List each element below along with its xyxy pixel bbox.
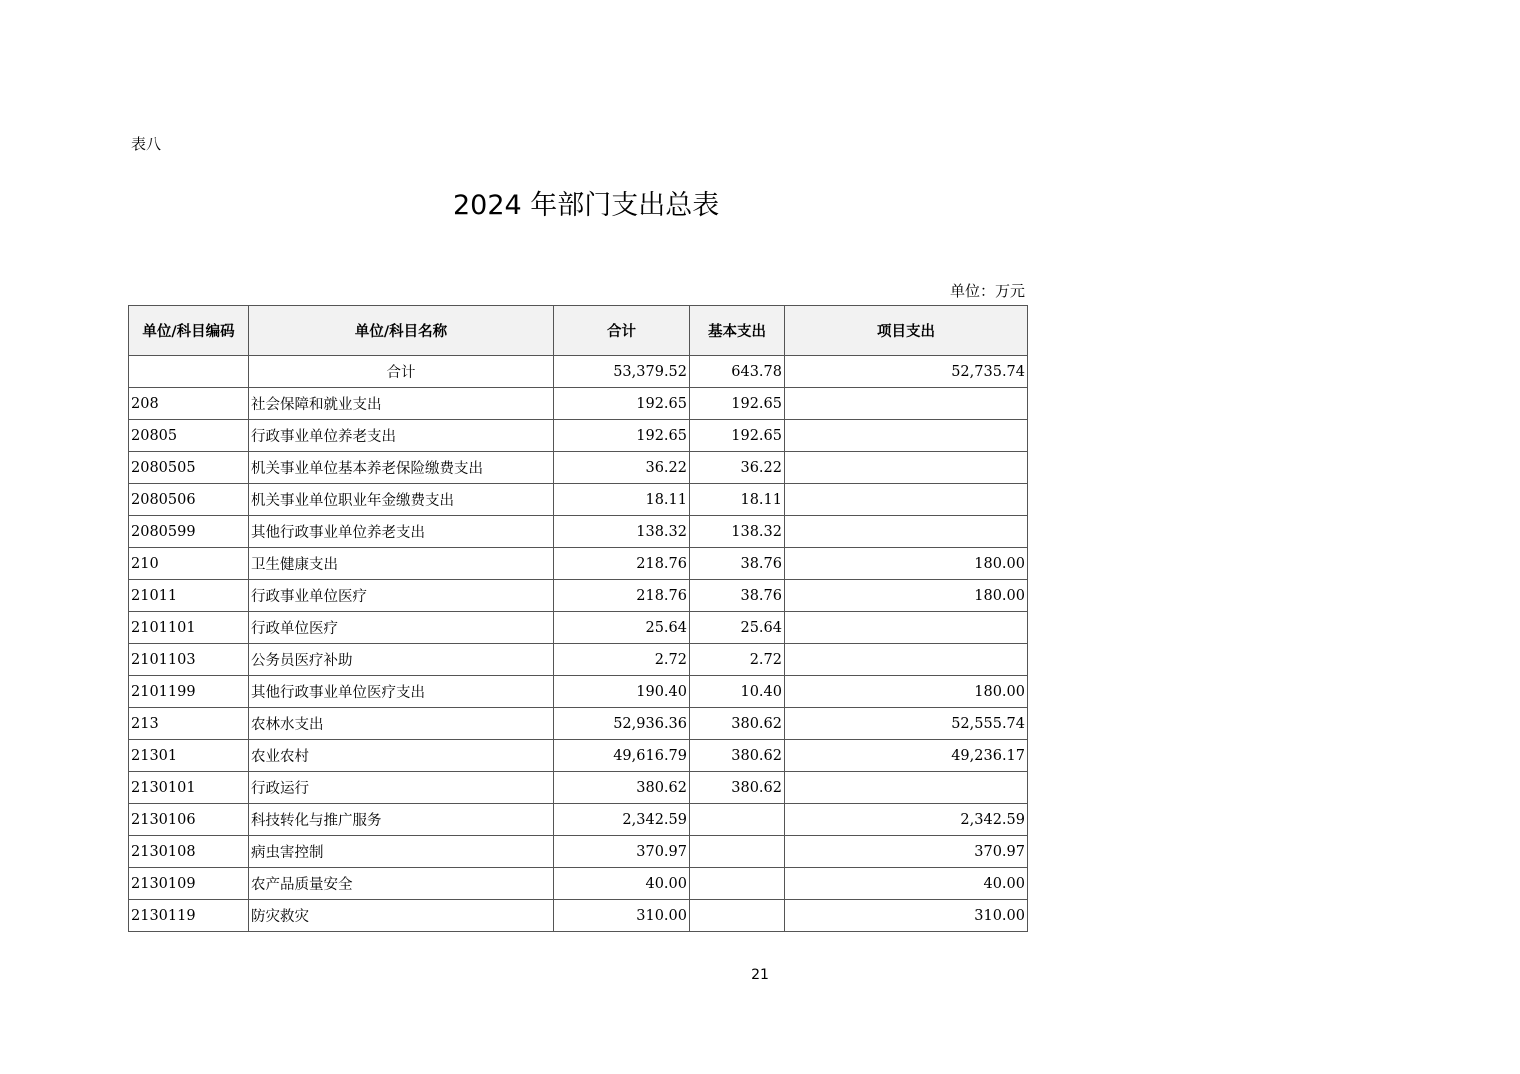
- table-row: [129, 900, 1028, 932]
- code-cell: 210: [129, 548, 249, 580]
- total-cell: 2,342.59: [554, 804, 690, 836]
- total-cell: 138.32: [554, 516, 690, 548]
- total-cell: 18.11: [554, 484, 690, 516]
- name-cell: 社会保障和就业支出: [249, 388, 554, 420]
- project-cell: 49,236.17: [785, 740, 1028, 772]
- table-row: [129, 580, 1028, 612]
- expenditure-table: [128, 305, 1028, 932]
- basic-cell: 380.62: [690, 708, 785, 740]
- code-cell: 2080505: [129, 452, 249, 484]
- total-basic-cell: 643.78: [690, 356, 785, 388]
- table-row: [129, 516, 1028, 548]
- code-cell: 2130106: [129, 804, 249, 836]
- code-cell: 21011: [129, 580, 249, 612]
- total-row: [129, 356, 1028, 388]
- code-cell: 2130108: [129, 836, 249, 868]
- header-name: 单位/科目名称: [249, 306, 554, 356]
- code-cell: 213: [129, 708, 249, 740]
- total-cell: 310.00: [554, 900, 690, 932]
- project-cell: [785, 612, 1028, 644]
- page-number: 21: [751, 967, 769, 983]
- name-cell: 科技转化与推广服务: [249, 804, 554, 836]
- table-row: [129, 548, 1028, 580]
- table-row: [129, 804, 1028, 836]
- name-cell: 病虫害控制: [249, 836, 554, 868]
- code-cell: 21301: [129, 740, 249, 772]
- table-row: [129, 868, 1028, 900]
- basic-cell: 38.76: [690, 548, 785, 580]
- basic-cell: [690, 836, 785, 868]
- basic-cell: 25.64: [690, 612, 785, 644]
- code-cell: 2080506: [129, 484, 249, 516]
- total-cell: 380.62: [554, 772, 690, 804]
- code-cell: 2130101: [129, 772, 249, 804]
- total-cell: 49,616.79: [554, 740, 690, 772]
- project-cell: 180.00: [785, 580, 1028, 612]
- code-cell: 2101101: [129, 612, 249, 644]
- basic-cell: 192.65: [690, 388, 785, 420]
- name-cell: 其他行政事业单位医疗支出: [249, 676, 554, 708]
- basic-cell: 138.32: [690, 516, 785, 548]
- project-cell: 180.00: [785, 548, 1028, 580]
- doc-label: 表八: [131, 135, 162, 153]
- project-cell: [785, 772, 1028, 804]
- table-row: [129, 484, 1028, 516]
- code-cell: 20805: [129, 420, 249, 452]
- basic-cell: 380.62: [690, 772, 785, 804]
- basic-cell: 380.62: [690, 740, 785, 772]
- project-cell: [785, 516, 1028, 548]
- unit-note: 单位：万元: [949, 282, 1025, 300]
- table-row: [129, 388, 1028, 420]
- basic-cell: [690, 804, 785, 836]
- total-cell: 218.76: [554, 548, 690, 580]
- project-cell: 310.00: [785, 900, 1028, 932]
- basic-cell: [690, 900, 785, 932]
- table-row: [129, 676, 1028, 708]
- project-cell: 180.00: [785, 676, 1028, 708]
- table-row: [129, 612, 1028, 644]
- name-cell: 其他行政事业单位养老支出: [249, 516, 554, 548]
- total-cell: 40.00: [554, 868, 690, 900]
- name-cell: 农产品质量安全: [249, 868, 554, 900]
- total-project-cell: 52,735.74: [785, 356, 1028, 388]
- project-cell: [785, 388, 1028, 420]
- table-row: [129, 740, 1028, 772]
- basic-cell: 2.72: [690, 644, 785, 676]
- project-cell: 52,555.74: [785, 708, 1028, 740]
- header-project: 项目支出: [785, 306, 1028, 356]
- code-cell: 2101103: [129, 644, 249, 676]
- code-cell: 2130119: [129, 900, 249, 932]
- total-cell: 36.22: [554, 452, 690, 484]
- name-cell: 行政单位医疗: [249, 612, 554, 644]
- name-cell: 机关事业单位基本养老保险缴费支出: [249, 452, 554, 484]
- total-cell: 52,936.36: [554, 708, 690, 740]
- page-title: 2024 年部门支出总表: [453, 190, 720, 221]
- project-cell: 370.97: [785, 836, 1028, 868]
- project-cell: 40.00: [785, 868, 1028, 900]
- project-cell: [785, 420, 1028, 452]
- header-code: 单位/科目编码: [129, 306, 249, 356]
- name-cell: 机关事业单位职业年金缴费支出: [249, 484, 554, 516]
- basic-cell: 10.40: [690, 676, 785, 708]
- name-cell: 行政事业单位养老支出: [249, 420, 554, 452]
- code-cell: 208: [129, 388, 249, 420]
- total-cell: 2.72: [554, 644, 690, 676]
- name-cell: 公务员医疗补助: [249, 644, 554, 676]
- name-cell: 农林水支出: [249, 708, 554, 740]
- basic-cell: [690, 868, 785, 900]
- table-row: [129, 420, 1028, 452]
- code-cell: 2101199: [129, 676, 249, 708]
- total-cell: 218.76: [554, 580, 690, 612]
- project-cell: [785, 644, 1028, 676]
- project-cell: 2,342.59: [785, 804, 1028, 836]
- table-body: [129, 356, 1028, 932]
- total-name-cell: 合计: [249, 356, 554, 388]
- basic-cell: 18.11: [690, 484, 785, 516]
- table-row: [129, 452, 1028, 484]
- total-cell: 190.40: [554, 676, 690, 708]
- header-basic: 基本支出: [690, 306, 785, 356]
- total-cell: 192.65: [554, 420, 690, 452]
- header-total: 合计: [554, 306, 690, 356]
- name-cell: 行政事业单位医疗: [249, 580, 554, 612]
- table-row: [129, 772, 1028, 804]
- total-cell: 192.65: [554, 388, 690, 420]
- total-code-cell: [129, 356, 249, 388]
- total-cell: 25.64: [554, 612, 690, 644]
- project-cell: [785, 452, 1028, 484]
- table-row: [129, 708, 1028, 740]
- table-row: [129, 644, 1028, 676]
- project-cell: [785, 484, 1028, 516]
- basic-cell: 38.76: [690, 580, 785, 612]
- name-cell: 防灾救灾: [249, 900, 554, 932]
- code-cell: 2080599: [129, 516, 249, 548]
- total-cell: 370.97: [554, 836, 690, 868]
- header-row: [129, 306, 1028, 356]
- name-cell: 行政运行: [249, 772, 554, 804]
- name-cell: 卫生健康支出: [249, 548, 554, 580]
- name-cell: 农业农村: [249, 740, 554, 772]
- total-sum-cell: 53,379.52: [554, 356, 690, 388]
- table-row: [129, 836, 1028, 868]
- code-cell: 2130109: [129, 868, 249, 900]
- basic-cell: 192.65: [690, 420, 785, 452]
- basic-cell: 36.22: [690, 452, 785, 484]
